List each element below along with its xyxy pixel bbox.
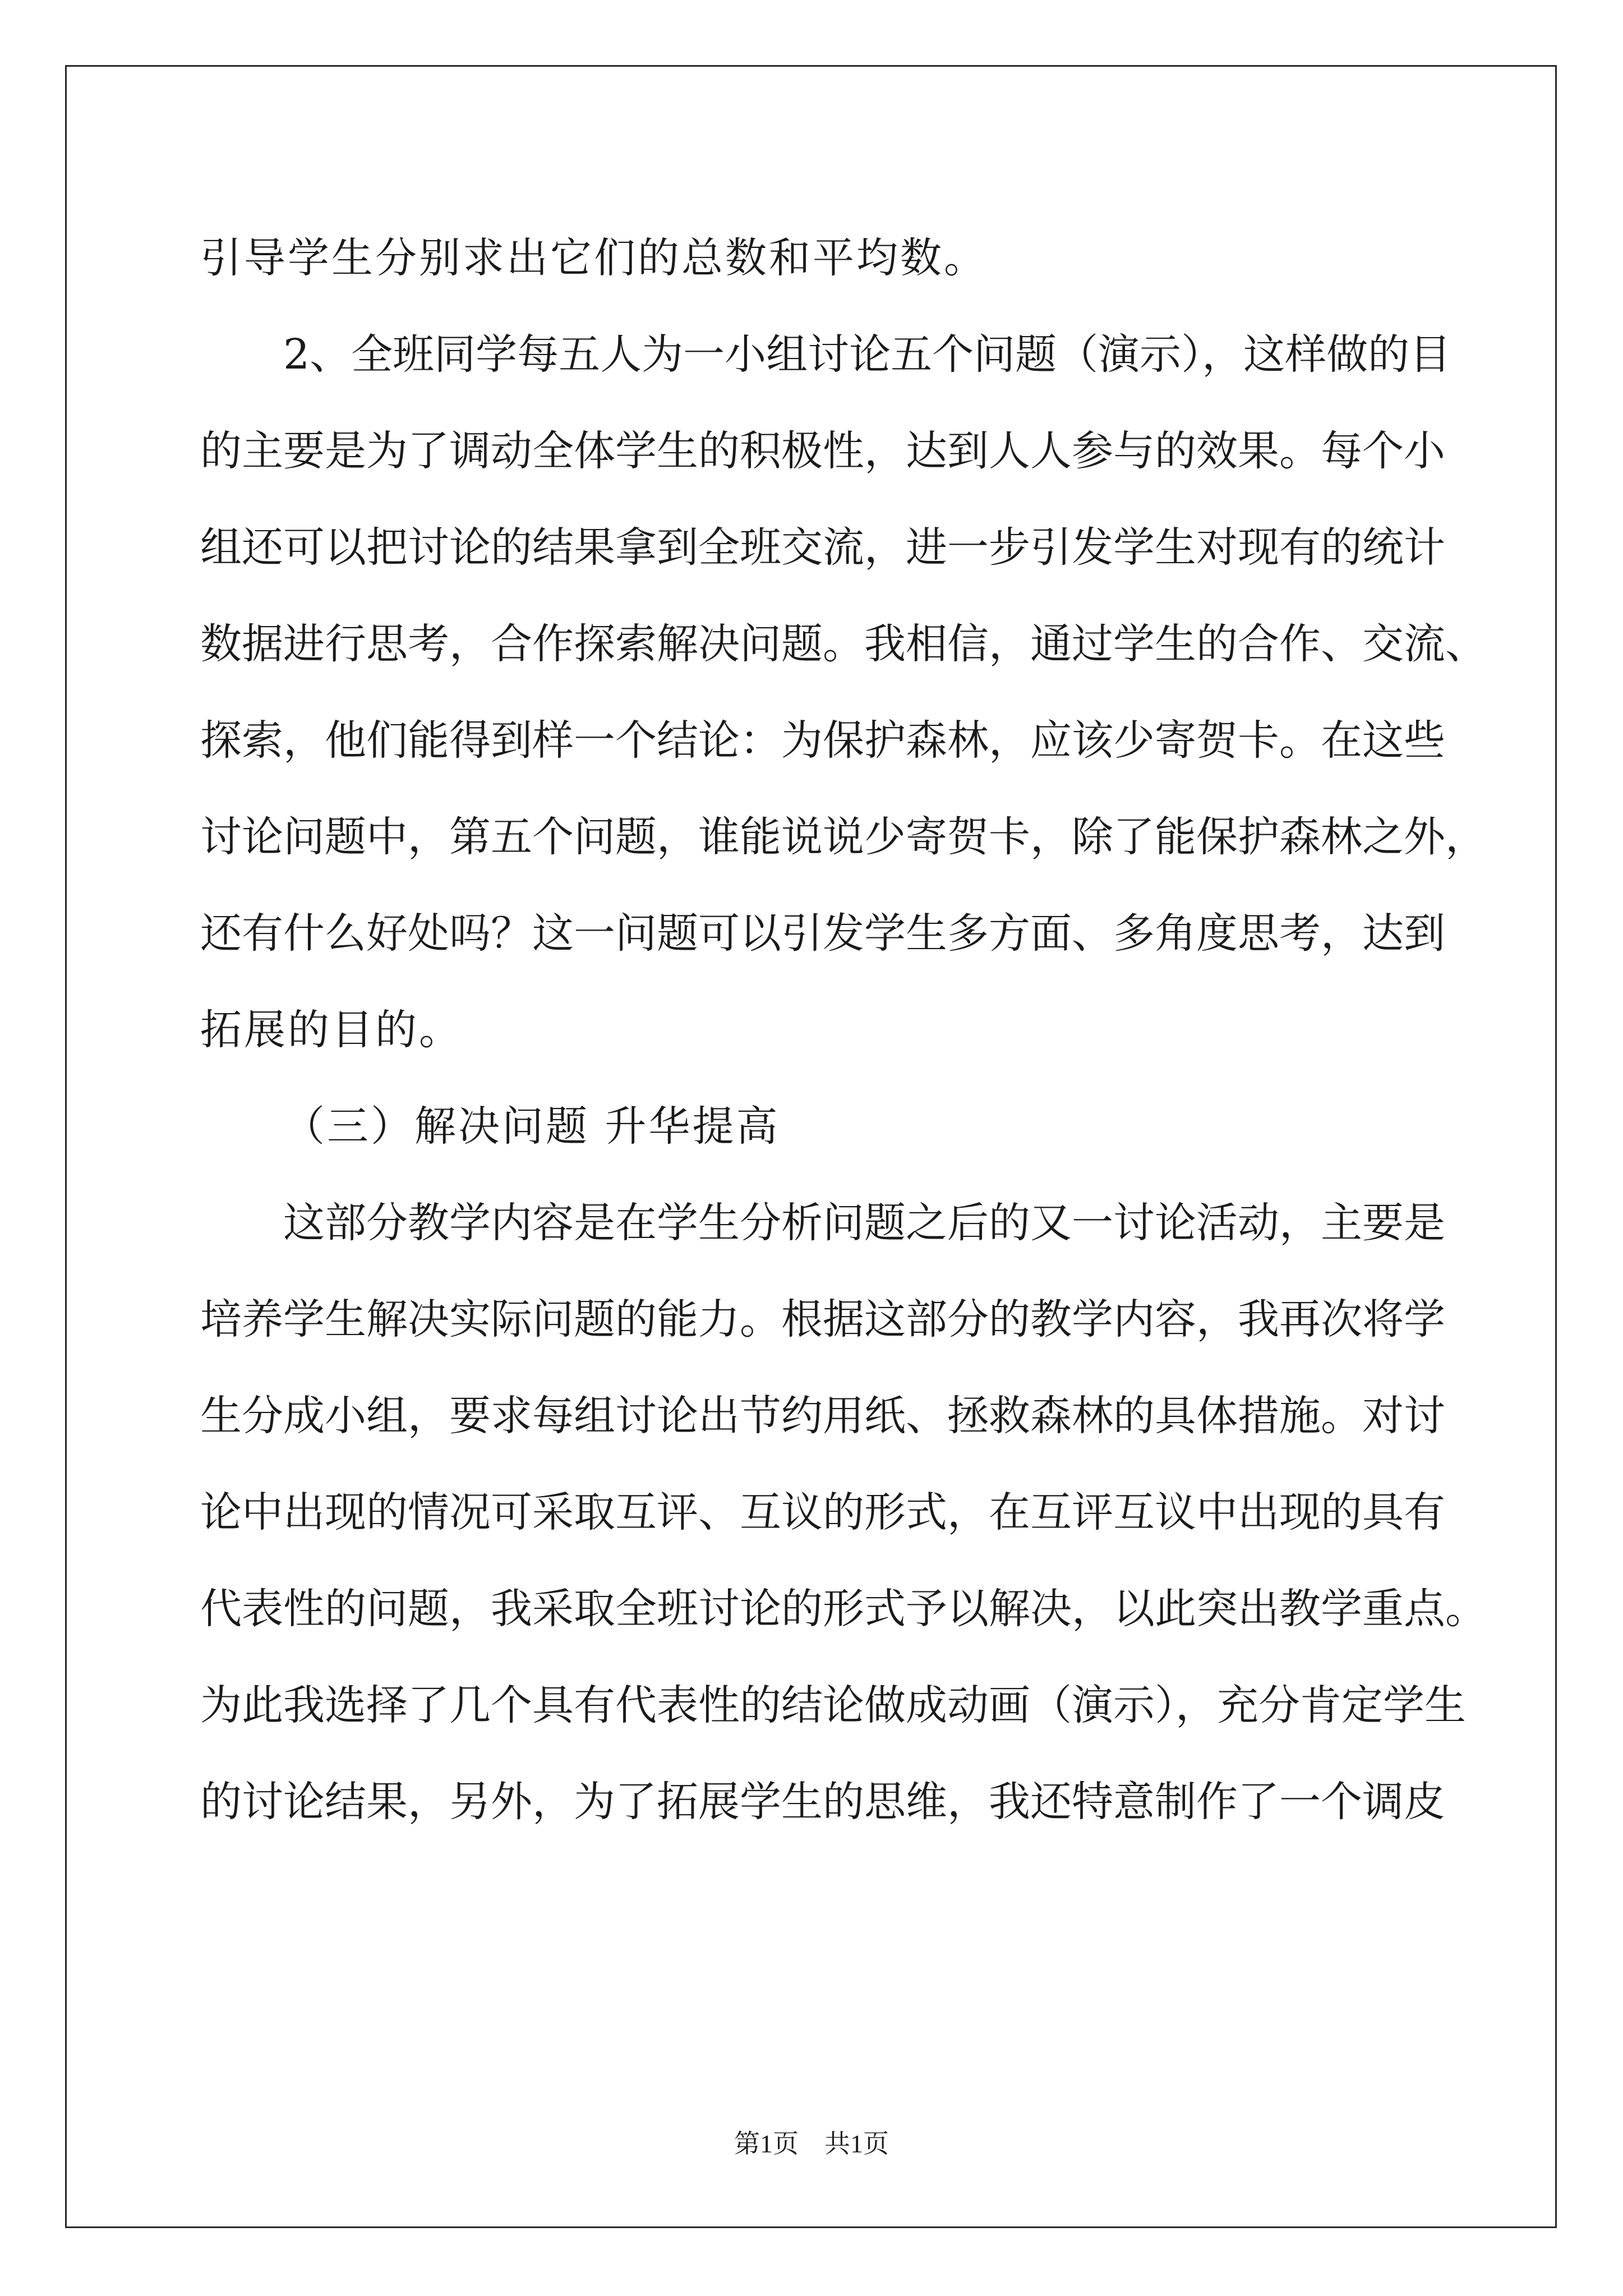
- page-number-footer: 第1页 共1页: [734, 2129, 889, 2158]
- text-line: 探索，他们能得到样一个结论：为保护森林，应该少寄贺卡。在这些: [200, 716, 1445, 765]
- text-line: 还有什么好处吗？这一问题可以引发学生多方面、多角度思考，达到: [200, 909, 1445, 958]
- text-line: 引导学生分别求出它们的总数和平均数。: [200, 234, 988, 282]
- text-line: 讨论问题中，第五个问题，谁能说说少寄贺卡，除了能保护森林之外，: [200, 813, 1487, 861]
- text-line: 数据进行思考，合作探索解决问题。我相信，通过学生的合作、交流、: [200, 620, 1487, 668]
- text-line: 生分成小组，要求每组讨论出节约用纸、拯救森林的具体措施。对讨: [200, 1392, 1445, 1440]
- text-line: 拓展的目的。: [200, 1006, 463, 1054]
- text-line: 的主要是为了调动全体学生的积极性，达到人人参与的效果。每个小: [200, 427, 1445, 475]
- text-line: 论中出现的情况可采取互评、互议的形式，在互评互议中出现的具有: [200, 1488, 1445, 1536]
- text-line: 的讨论结果，另外，为了拓展学生的思维，我还特意制作了一个调皮: [200, 1778, 1445, 1826]
- document-body: [200, 210, 1487, 1850]
- paragraph-start-line: 2、全班同学每五人为一小组讨论五个问题（演示），这样做的目: [283, 330, 1451, 379]
- paragraph-start-line: 这部分教学内容是在学生分析问题之后的又一讨论活动，主要是: [283, 1199, 1445, 1247]
- text-line: 为此我选择了几个具有代表性的结论做成动画（演示），充分肯定学生: [200, 1681, 1466, 1729]
- text-line: 代表性的问题，我采取全班讨论的形式予以解决，以此突出教学重点。: [200, 1585, 1487, 1633]
- text-line: 培养学生解决实际问题的能力。根据这部分的教学内容，我再次将学: [200, 1295, 1445, 1343]
- text-line: 组还可以把讨论的结果拿到全班交流，进一步引发学生对现有的统计: [200, 523, 1445, 572]
- section-heading: （三）解决问题 升华提高: [283, 1102, 780, 1151]
